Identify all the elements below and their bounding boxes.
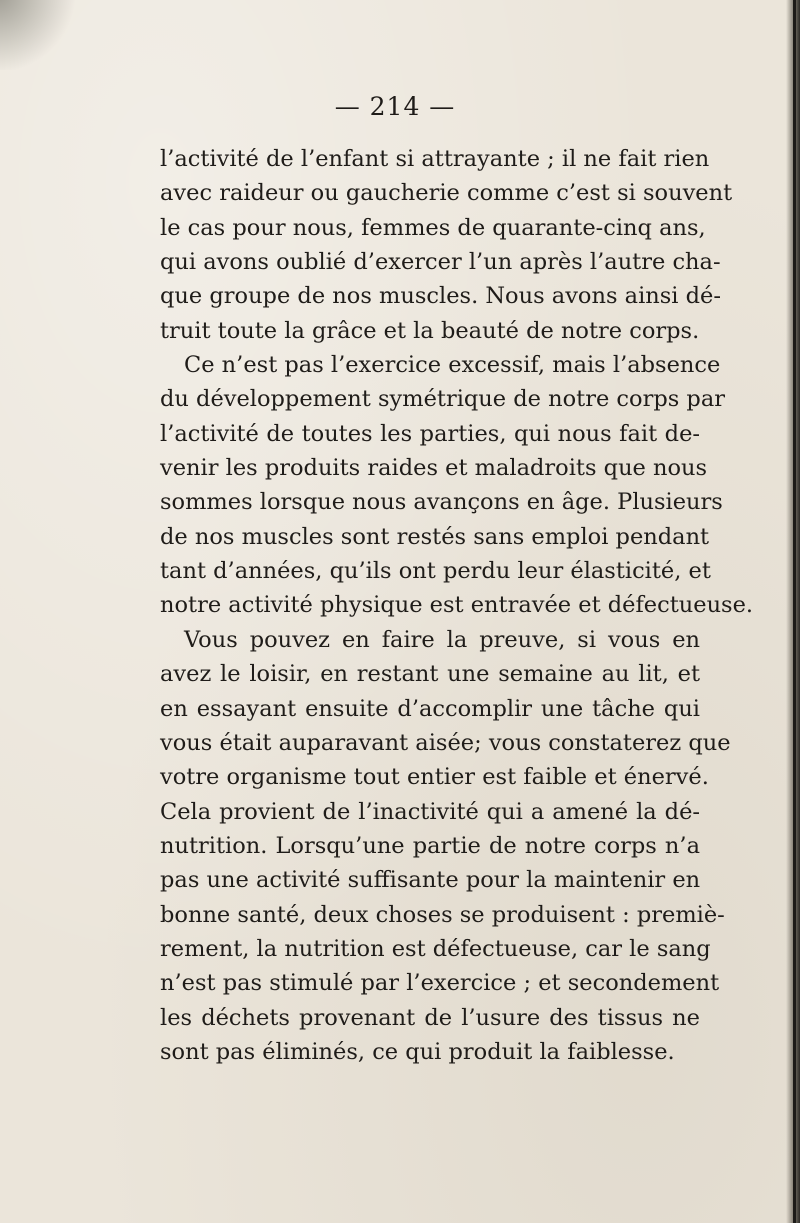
text-line: les déchets provenant de l’usure des tissus ne (160, 1004, 700, 1031)
text-line: rement, la nutrition est défectueuse, car le sang (160, 935, 711, 962)
text-line: votre organisme tout entier est faible et énervé. (160, 764, 709, 791)
page-number: — 214 — (334, 92, 456, 121)
text-line: Cela provient de l’inactivité qui a amené la dé- (160, 798, 700, 825)
text-line: sommes lorsque nous avançons en âge. Plusieurs (160, 489, 723, 516)
text-line: pas une activité suffisante pour la maintenir en (160, 867, 701, 894)
body-text (160, 142, 754, 1069)
text-line: vous était auparavant aisée; vous constaterez que (160, 729, 731, 756)
text-line: avec raideur ou gaucherie comme c’est si souvent (160, 180, 733, 207)
corner-shadow (0, 0, 80, 70)
text-line: notre activité physique est entravée et défectueuse. (160, 592, 754, 619)
text-line: Vous pouvez en faire la preuve, si vous en (184, 626, 700, 653)
text-line: n’est pas stimulé par l’exercice ; et secondement (160, 970, 720, 997)
text-line: tant d’années, qu’ils ont perdu leur élasticité, et (160, 558, 711, 585)
text-line: en essayant ensuite d’accomplir une tâche qui (160, 695, 700, 722)
text-line: truit toute la grâce et la beauté de notre corps. (160, 317, 700, 344)
text-line: de nos muscles sont restés sans emploi pendant (160, 523, 710, 550)
text-line: Ce n’est pas l’exercice excessif, mais l’absence (184, 352, 721, 379)
page-edge-line (793, 0, 796, 1223)
text-line: l’activité de l’enfant si attrayante ; il ne fait rien (160, 146, 710, 172)
text-line: sont pas éliminés, ce qui produit la faiblesse. (160, 1038, 675, 1065)
text-line: nutrition. Lorsqu’une partie de notre corps n’a (160, 832, 700, 859)
text-line: l’activité de toutes les parties, qui nous fait de- (160, 420, 700, 447)
text-line: que groupe de nos muscles. Nous avons ainsi dé- (160, 283, 721, 310)
text-line: venir les produits raides et maladroits que nous (160, 455, 708, 482)
text-line: qui avons oublié d’exercer l’un après l’autre cha- (160, 249, 721, 276)
text-line: avez le loisir, en restant une semaine au lit, et (160, 661, 700, 688)
text-line: le cas pour nous, femmes de quarante-cinq ans, (160, 214, 706, 241)
text-line: du développement symétrique de notre corps par (160, 386, 726, 413)
text-line: bonne santé, deux choses se produisent : premiè- (160, 901, 725, 928)
